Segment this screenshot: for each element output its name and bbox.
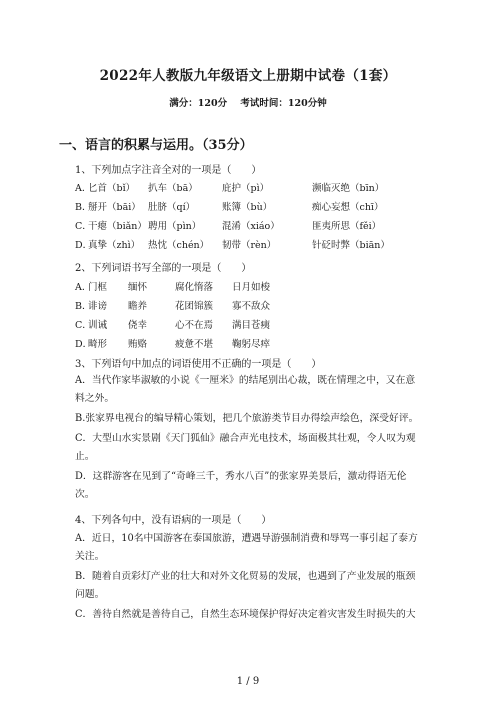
exam-title: 2022年人教版九年级语文上册期中试卷（1套）	[99, 68, 397, 84]
q4-option-a	[75, 530, 427, 566]
option-line: C．大型山水实景剧《天门狐仙》融合声光电技术，场面极其壮观，令人叹为观	[75, 433, 416, 444]
section-heading: 一、语言的积累与运用。（35分）	[59, 138, 253, 153]
question-2-stem: 2、下列词语书写全部的一项是（ ）	[75, 263, 252, 274]
q4-option-b	[75, 568, 427, 604]
q4-option-c	[75, 606, 427, 624]
option-item: 疲惫不堪	[175, 339, 214, 350]
question-3-stem: 3、下列语句中加点的词语使用不正确的一项是（ ）	[75, 359, 322, 370]
option-item: 肚脐（qí）	[148, 202, 196, 213]
exam-meta	[0, 95, 496, 109]
option-item: 贿赂	[128, 339, 148, 350]
option-label: B．	[75, 301, 92, 312]
option-item: 痴心妄想（chī）	[312, 202, 384, 213]
option-item: 混淆（xiáo）	[222, 221, 280, 232]
option-label: B．	[75, 202, 92, 213]
option-item: 缅怀	[128, 282, 148, 293]
option-item: 训诫	[88, 320, 108, 331]
option-item: 花团锦簇	[175, 301, 214, 312]
page-number: 1 / 9	[236, 676, 260, 687]
option-item: 韧带（rèn）	[222, 240, 277, 251]
option-item: 匕首（bǐ）	[88, 183, 136, 194]
option-item: 心不在焉	[175, 320, 214, 331]
option-line: 次。	[75, 489, 95, 500]
option-item: 畸形	[88, 339, 108, 350]
question-4-stem: 4、下列各句中，没有语病的一项是（ ）	[75, 515, 272, 526]
option-line: 料之外。	[75, 393, 115, 404]
option-label: C．	[75, 221, 92, 232]
q3-option-c	[75, 430, 427, 466]
option-item: 真挚（zhì）	[88, 240, 141, 251]
option-item: 日月如梭	[232, 282, 271, 293]
option-line: B．随着自贡彩灯产业的壮大和对外文化贸易的发展，也遇到了产业发展的瓶颈	[75, 571, 416, 582]
option-item: 侥幸	[128, 320, 148, 331]
option-item: 寡不敌众	[232, 301, 271, 312]
option-item: 满目苍痍	[232, 320, 271, 331]
option-item: 庇护（pì）	[222, 183, 270, 194]
exam-time: 考试时间：120分钟	[240, 98, 327, 109]
full-score: 满分：120分	[169, 98, 228, 109]
option-item: 聘用（pìn）	[148, 221, 202, 232]
option-item: 腐化惰落	[175, 282, 214, 293]
option-label: D．	[75, 240, 93, 251]
option-item: 濒临灭绝（bīn）	[312, 183, 385, 194]
q3-option-d	[75, 468, 427, 504]
option-item: 扒车（bā）	[148, 183, 198, 194]
option-label: D．	[75, 339, 93, 350]
option-item: 鞠躬尽瘁	[232, 339, 271, 350]
option-label: A．	[75, 282, 92, 293]
option-item: 掰开（bāi）	[88, 202, 141, 213]
option-item: 针砭时弊（biān）	[312, 240, 390, 251]
option-item: 热忱（chén）	[148, 240, 210, 251]
option-line: 关注。	[75, 551, 105, 562]
option-item: 瞻养	[128, 301, 148, 312]
option-item: 门框	[88, 282, 108, 293]
option-line: D．这群游客在见到了“奇峰三千，秀水八百”的张家界美景后，激动得语无伦	[75, 471, 407, 482]
option-line: 问题。	[75, 589, 105, 600]
option-item: 账簿（bù）	[222, 202, 273, 213]
option-line: C．善待自然就是善待自己，自然生态环境保护得好决定着灾害发生时损失的大	[75, 609, 416, 620]
option-item: 干瘪（biǎn）	[88, 221, 147, 232]
option-line: A．近日，10名中国游客在泰国旅游，遭遇导游强制消费和辱骂一事引起了泰方	[75, 533, 418, 544]
q3-option-b	[75, 410, 427, 428]
option-label: A．	[75, 183, 92, 194]
q3-option-a	[75, 372, 427, 408]
option-item: 匪夷所思（fěi）	[312, 221, 382, 232]
option-line: A．当代作家毕淑敏的小说《一厘米》的结尾别出心裁，既在情理之中，又在意	[75, 375, 416, 386]
option-line: 止。	[75, 451, 95, 462]
option-line: B.张家界电视台的编导精心策划，把几个旅游类节目办得绘声绘色，深受好评。	[75, 413, 419, 424]
question-1-stem: 1、下列加点字注音全对的一项是（ ）	[75, 165, 262, 176]
option-item: 诽谤	[88, 301, 108, 312]
option-label: C．	[75, 320, 92, 331]
